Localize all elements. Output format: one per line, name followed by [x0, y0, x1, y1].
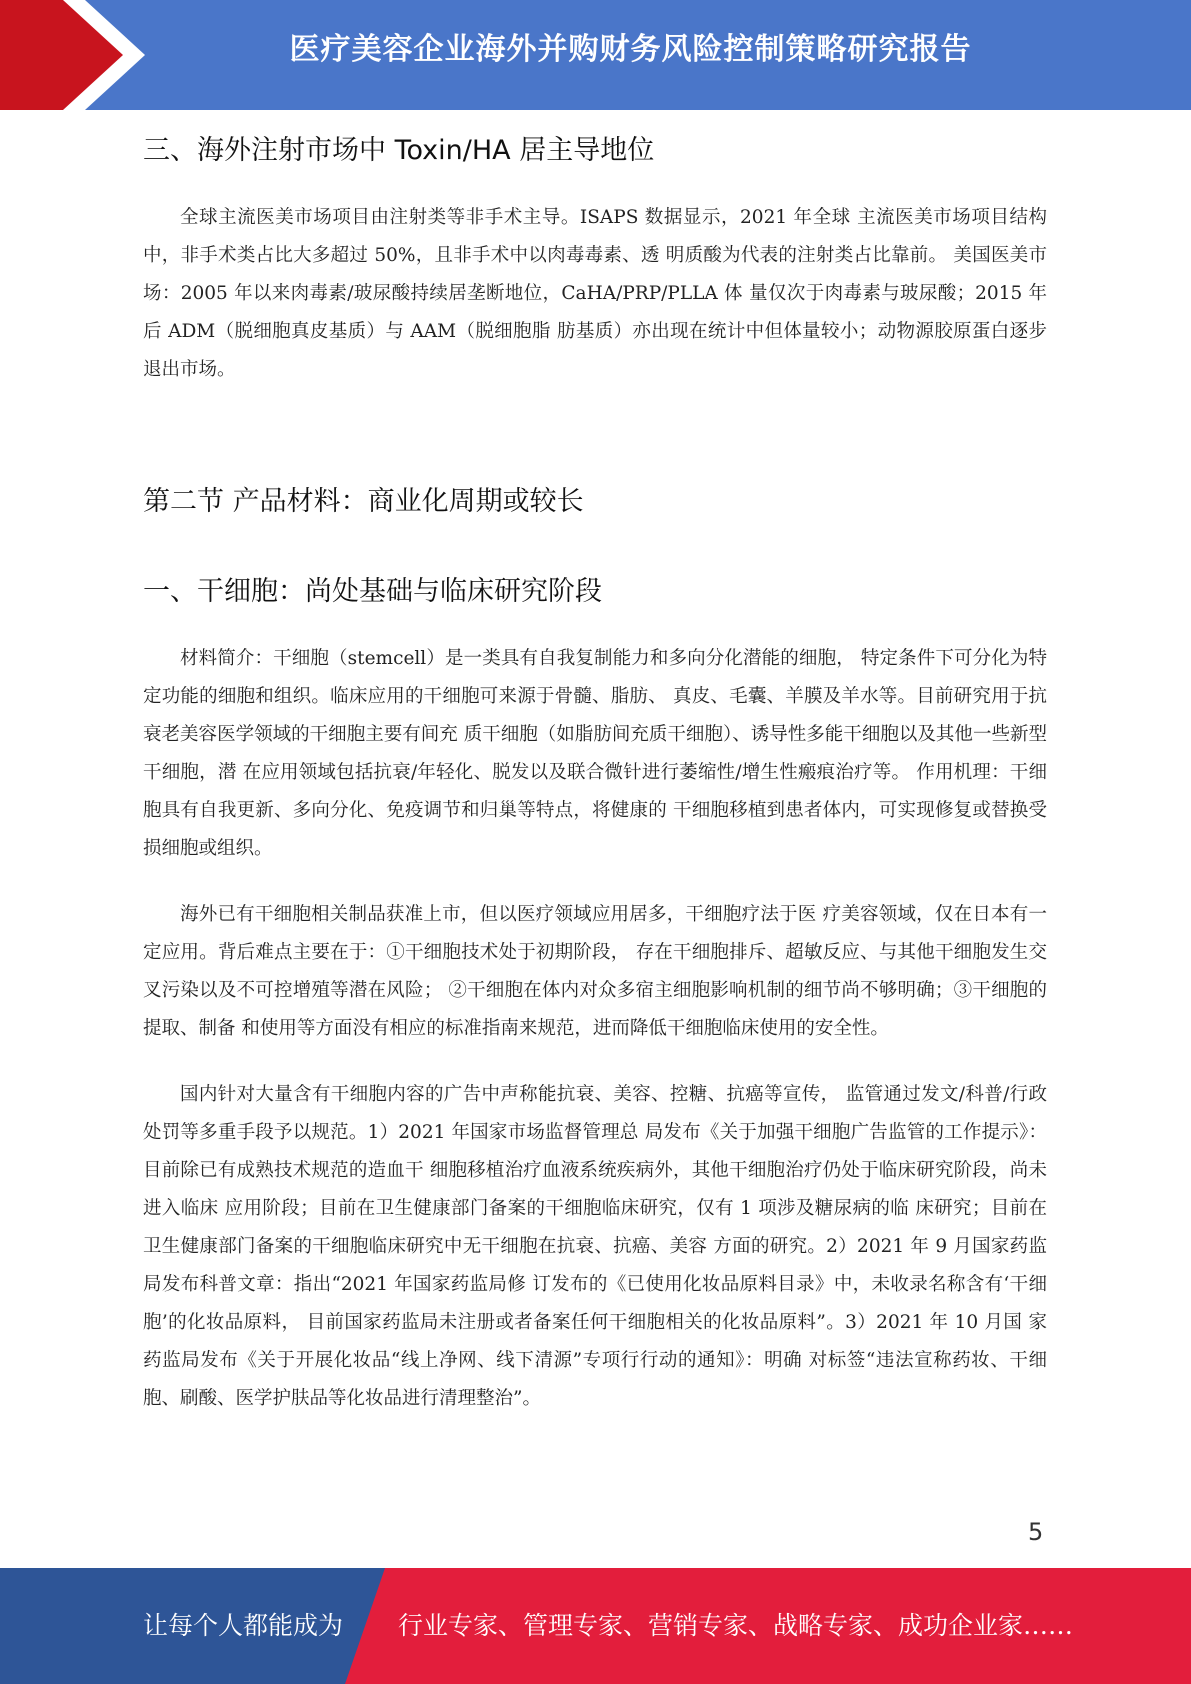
report-title: 医疗美容企业海外并购财务风险控制策略研究报告 — [289, 32, 972, 67]
header-banner — [0, 0, 1191, 110]
paragraph-stem-cell-intro: 材料简介：干细胞（stemcell）是一类具有自我复制能力和多向分化潜能的细胞， 特定条件下可分化为特定功能的细胞和组织。临床应用的干细胞可来源于骨髓、脂肪、 真皮、毛囊、羊膜及羊水等。目前研究用于抗衰老美容医学领域的干细胞主要有间充 质干细胞（如脂肪间充质干细胞）、诱导性多能干细胞以及其他一些新型干细胞，潜 在应用领域包括抗衰/年轻化、脱发以及联合微针进行萎缩性/增生性瘢痕治疗等。 作用机理：干细胞具有自我更新、多向分化、免疫调节和归巢等特点，将健康的 干细胞移植到患者体内，可实现修复或替换受损细胞或组织。 — [143, 648, 1047, 859]
paragraph-injection-market: 全球主流医美市场项目由注射类等非手术主导。ISAPS 数据显示，2021 年全球 主流医美市场项目结构中，非手术类占比大多超过 50%，且非手术中以肉毒毒素、透 明质酸为代表的注射类占比靠前。 美国医美市场：2005 年以来肉毒素/玻尿酸持续居垄断地位，CaHA/PRP/PLLA 体 量仅次于肉毒素与玻尿酸；2015 年后 ADM（脱细胞真皮基质）与 AAM（脱细胞脂 肪基质）亦出现在统计中但体量较小；动物源胶原蛋白逐步退出市场。 — [143, 207, 1047, 380]
section-heading-injection-market: 三、海外注射市场中 Toxin/HA 居主导地位 — [143, 135, 655, 166]
footer-slogan-right: 行业专家、管理专家、营销专家、战略专家、成功企业家…… — [398, 1611, 1074, 1640]
paragraph-stem-cell-overseas: 海外已有干细胞相关制品获准上市，但以医疗领域应用居多，干细胞疗法于医 疗美容领域，仅在日本有一定应用。背后难点主要在于：①干细胞技术处于初期阶段， 存在干细胞排斥、超敏反应、与其他干细胞发生交叉污染以及不可控增殖等潜在风险； ②干细胞在体内对众多宿主细胞影响机制的细节尚不够明确；③干细胞的提取、制备 和使用等方面没有相应的标准指南来规范，进而降低干细胞临床使用的安全性。 — [143, 904, 1047, 1039]
document-body — [143, 128, 1047, 1418]
paragraph-stem-cell-regulation: 国内针对大量含有干细胞内容的广告中声称能抗衰、美容、控糖、抗癌等宣传， 监管通过发文/科普/行政处罚等多重手段予以规范。1）2021 年国家市场监督管理总 局发布《关于加强干细胞广告监管的工作提示》：目前除已有成熟技术规范的造血干 细胞移植治疗血液系统疾病外，其他干细胞治疗仍处于临床研究阶段，尚未进入临床 应用阶段；目前在卫生健康部门备案的干细胞临床研究，仅有 1 项涉及糖尿病的临 床研究；目前在卫生健康部门备案的干细胞临床研究中无干细胞在抗衰、抗癌、美容 方面的研究。2）2021 年 9 月国家药监局发布科普文章：指出“2021 年国家药监局修 订发布的《已使用化妆品原料目录》中，未收录名称含有‘干细胞’的化妆品原料， 目前国家药监局未注册或者备案任何干细胞相关的化妆品原料”。3）2021 年 10 月国 家药监局发布《关于开展化妆品“线上净网、线下清源”专项行行动的通知》：明确 对标签“违法宣称药妆、干细胞、刷酸、医学护肤品等化妆品进行清理整治”。 — [143, 1084, 1047, 1409]
section-heading-product-materials: 第二节 产品材料：商业化周期或较长 — [143, 486, 584, 517]
footer-slogan-left: 让每个人都能成为 — [143, 1611, 344, 1640]
page-number: 5 — [1028, 1518, 1044, 1546]
footer-banner — [0, 1568, 1191, 1684]
section-heading-stem-cell: 一、干细胞：尚处基础与临床研究阶段 — [143, 576, 602, 607]
